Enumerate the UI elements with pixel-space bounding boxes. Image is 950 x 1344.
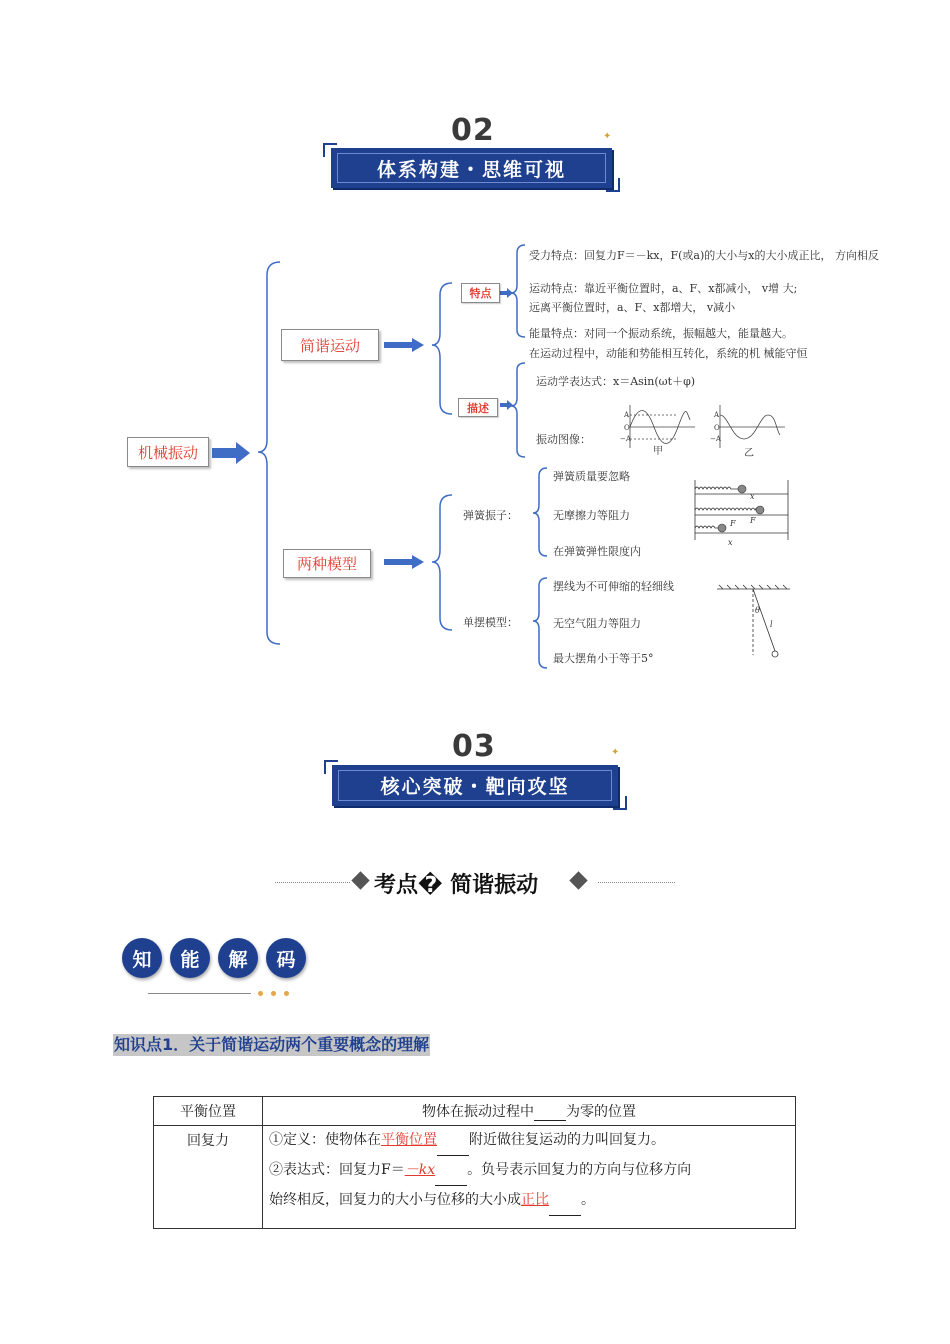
pendulum-item-2: 无空气阻力等阻力 (553, 617, 641, 630)
fill-blank (549, 1186, 581, 1216)
equilibrium-def-post: 为零的位置 (566, 1104, 636, 1120)
kaodian-title: 考点� 简谐振动 (374, 873, 539, 898)
kinematic-expression: 运动学表达式：x＝Asin(ωt＋φ) (536, 375, 696, 388)
banner-title: 体系构建・思维可视 (376, 158, 566, 181)
title-divider-right (598, 882, 675, 883)
graph-a-label: 甲 (653, 446, 663, 457)
title-divider-left (275, 882, 350, 883)
svg-text:F: F (730, 519, 736, 528)
answer-equilibrium: 平衡位置 (381, 1132, 437, 1148)
svg-text:−A: −A (710, 435, 721, 443)
motion-feature-1: 运动特点：靠近平衡位置时，a、F、x都减小， v增 大; (529, 282, 798, 295)
vibration-graph-label: 振动图像： (536, 433, 591, 446)
section-banner-3 (332, 765, 618, 806)
spring-label: 弹簧振子： (463, 509, 518, 522)
fill-blank (437, 1126, 469, 1156)
def-line2-pre: ②表达式：回复力F＝ (269, 1162, 405, 1178)
label-describe: 描述 (458, 398, 498, 417)
pendulum-item-3: 最大摆角小于等于5° (553, 652, 654, 665)
dot-1 (258, 991, 263, 996)
term-equilibrium: 平衡位置 (180, 1104, 236, 1120)
svg-text:x: x (728, 538, 733, 547)
pendulum-label: 单摆模型： (463, 616, 518, 629)
badge-neng: 能 (170, 938, 210, 978)
vibration-graphs (620, 400, 790, 460)
diamond-icon-left (351, 871, 369, 889)
svg-text:θ: θ (755, 606, 760, 615)
pendulum-figure (715, 583, 795, 663)
motion-feature-2: 远离平衡位置时，a、F、x都增大， v减小 (529, 301, 736, 314)
badge-underline (148, 993, 251, 994)
svg-text:A: A (624, 411, 630, 419)
term-restoring-force: 回复力 (187, 1133, 229, 1149)
table-row (154, 1126, 796, 1229)
dot-3 (284, 991, 289, 996)
force-feature: 受力特点：回复力F＝－kx，F(或a)的大小与x的大小成正比， 方向相反 (529, 249, 879, 262)
spring-item-1: 弹簧质量要忽略 (553, 470, 630, 483)
svg-text:O: O (714, 424, 720, 432)
svg-text:O: O (624, 424, 630, 432)
spring-item-3: 在弹簧弹性限度内 (553, 545, 641, 558)
term-cell (154, 1126, 263, 1229)
sparkle-icon-3: ✦ (611, 747, 620, 758)
def-line3-post: 。 (581, 1192, 595, 1208)
energy-feature-2: 在运动过程中，动能和势能相互转化，系统的机 械能守恒 (529, 347, 808, 360)
svg-text:l: l (770, 620, 773, 629)
section-number-3: 03 (452, 729, 496, 764)
svg-text:x: x (750, 492, 755, 501)
badge-jie: 解 (218, 938, 258, 978)
table-row (154, 1097, 796, 1126)
def-line1-post: 附近做往复运动的力叫回复力。 (469, 1132, 665, 1148)
pendulum-item-1: 摆线为不可伸缩的轻细线 (553, 580, 674, 593)
root-node: 机械振动 (127, 437, 209, 467)
definition-cell (263, 1126, 796, 1229)
branch-two-models: 两种模型 (283, 549, 371, 578)
dot-2 (271, 991, 276, 996)
knowledge-table (153, 1096, 796, 1229)
def-line1-pre: ①定义：使物体在 (269, 1132, 381, 1148)
svg-text:−A: −A (620, 435, 631, 443)
spring-oscillator-figure (690, 478, 795, 548)
badge-zhi: 知 (122, 938, 162, 978)
def-line2-post: 。负号表示回复力的方向与位移方向 (467, 1162, 692, 1178)
equilibrium-def-pre: 物体在振动过程中 (422, 1104, 534, 1120)
label-features: 特点 (461, 283, 500, 303)
svg-text:F: F (750, 516, 756, 525)
diamond-icon-right (569, 871, 587, 889)
answer-kx: －kx (404, 1162, 436, 1178)
def-line3-pre: 始终相反，回复力的大小与位移的大小成 (269, 1192, 521, 1208)
spring-item-2: 无摩擦力等阻力 (553, 509, 630, 522)
answer-proportional: 正比 (521, 1192, 549, 1208)
fill-blank (534, 1104, 566, 1121)
definition-cell (263, 1097, 796, 1126)
banner-title-3: 核心突破・靶向攻坚 (380, 776, 570, 798)
graph-b-label: 乙 (744, 448, 754, 459)
badge-ma: 码 (266, 938, 306, 978)
fill-blank (435, 1156, 467, 1186)
sparkle-icon: ✦ (603, 131, 612, 142)
knowledge-point-heading: 知识点1．关于简谐运动两个重要概念的理解 (114, 1035, 430, 1054)
branch-simple-harmonic: 简谐运动 (281, 329, 379, 361)
section-number: 02 (451, 113, 495, 148)
energy-feature-1: 能量特点：对同一个振动系统，振幅越大，能量越大。 (529, 327, 793, 340)
svg-text:A: A (714, 411, 720, 419)
term-cell (154, 1097, 263, 1126)
